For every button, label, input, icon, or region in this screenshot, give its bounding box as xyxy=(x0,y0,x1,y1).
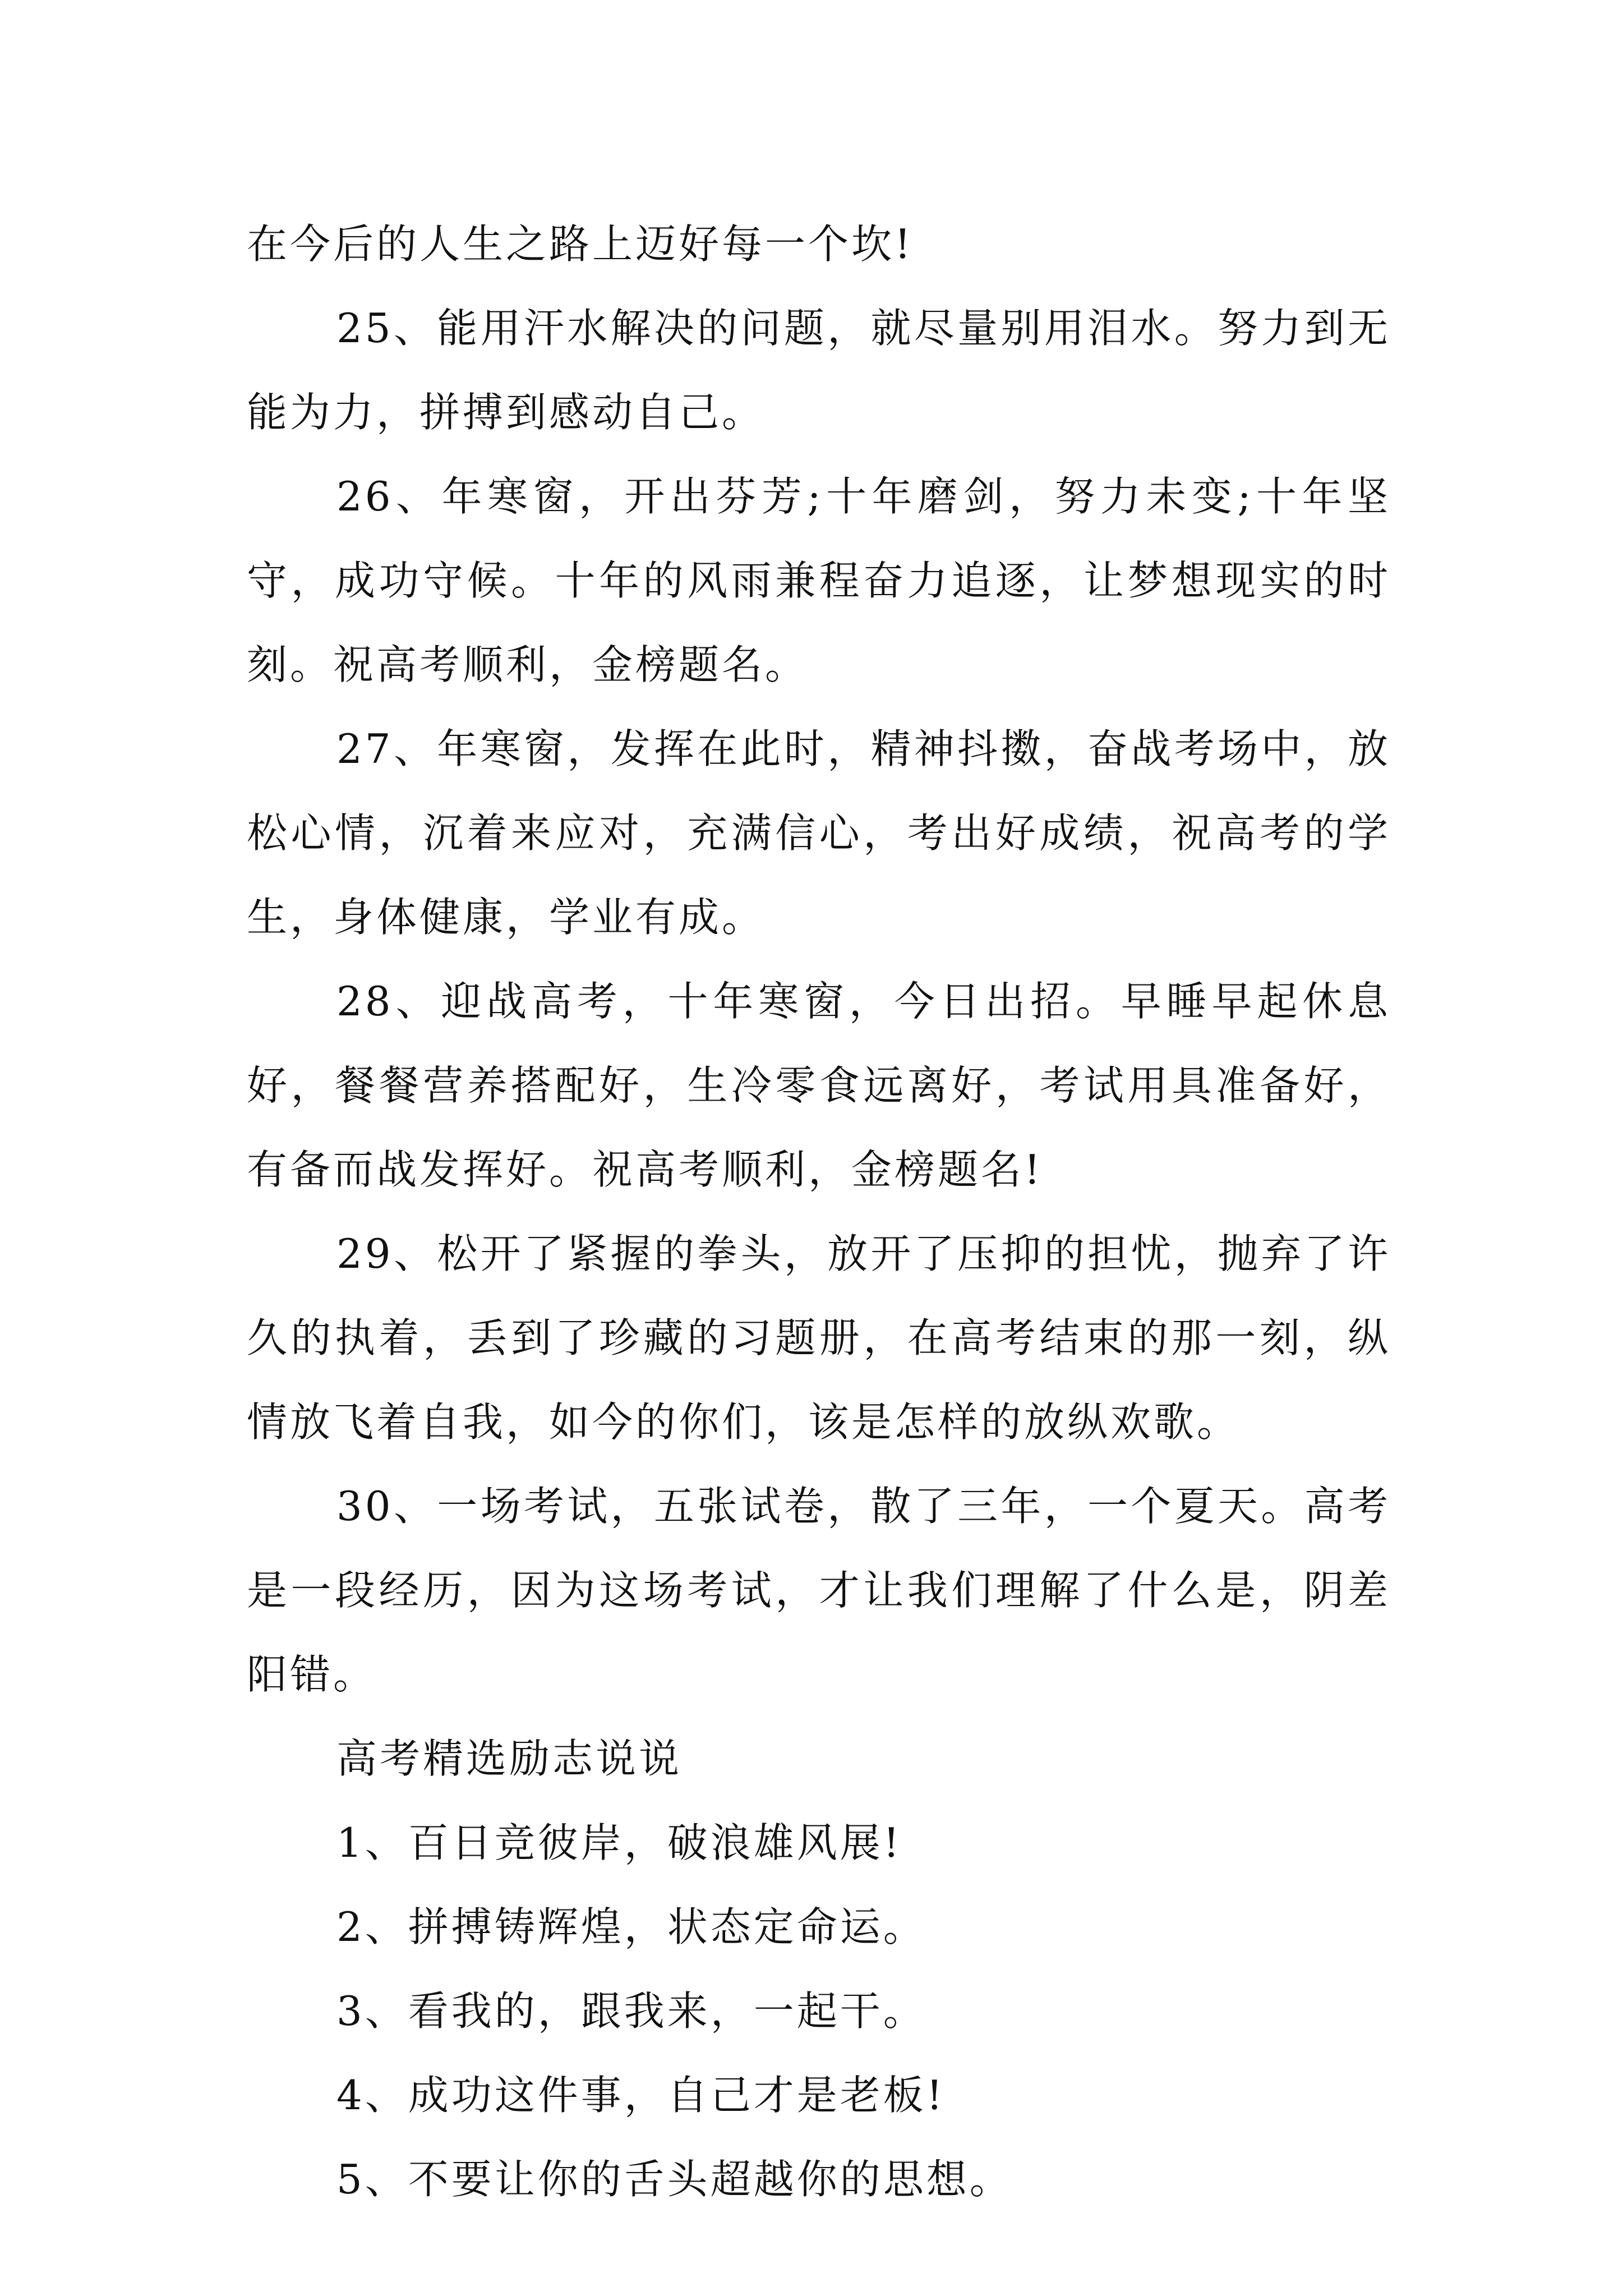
list-item: 4、成功这件事，自己才是老板! xyxy=(336,2072,946,2119)
list-item: 1、百日竞彼岸，破浪雄风展! xyxy=(336,1819,902,1866)
paragraph-30: 30、一场考试，五张试卷，散了三年，一个夏天。高考是一段经历，因为这场考试，才让我们理解了什么是，阴差阳错。 xyxy=(247,1483,1391,1698)
section-heading: 高考精选励志说说 xyxy=(336,1735,683,1782)
paragraph-27: 27、年寒窗，发挥在此时，精神抖擞，奋战考场中，放松心情，沉着来应对，充满信心，考出好成绩，祝高考的学生，身体健康，学业有成。 xyxy=(247,725,1391,941)
paragraph-continuation: 在今后的人生之路上迈好每一个坎! xyxy=(247,220,914,268)
paragraph-25: 25、能用汗水解决的问题，就尽量别用泪水。努力到无能为力，拼搏到感动自己。 xyxy=(247,305,1391,436)
paragraph-29: 29、松开了紧握的拳头，放开了压抑的担忧，抛弃了许久的执着，丢到了珍藏的习题册，在高考结束的那一刻，纵情放飞着自我，如今的你们，该是怎样的放纵欢歌。 xyxy=(247,1230,1391,1446)
document-body xyxy=(247,202,1391,2221)
list-item: 3、看我的，跟我来，一起干。 xyxy=(336,1987,926,2035)
list-item: 2、拼搏铸辉煌，状态定命运。 xyxy=(336,1903,926,1950)
list-item: 5、不要让你的舌头超越你的思想。 xyxy=(336,2156,1013,2203)
paragraph-28: 28、迎战高考，十年寒窗，今日出招。早睡早起休息好，餐餐营养搭配好，生冷零食远离好，考试用具准备好，有备而战发挥好。祝高考顺利，金榜题名! xyxy=(247,978,1391,1193)
paragraph-26: 26、年寒窗，开出芬芳;十年磨剑，努力未变;十年坚守，成功守候。十年的风雨兼程奋力追逐，让梦想现实的时刻。祝高考顺利，金榜题名。 xyxy=(247,473,1391,688)
